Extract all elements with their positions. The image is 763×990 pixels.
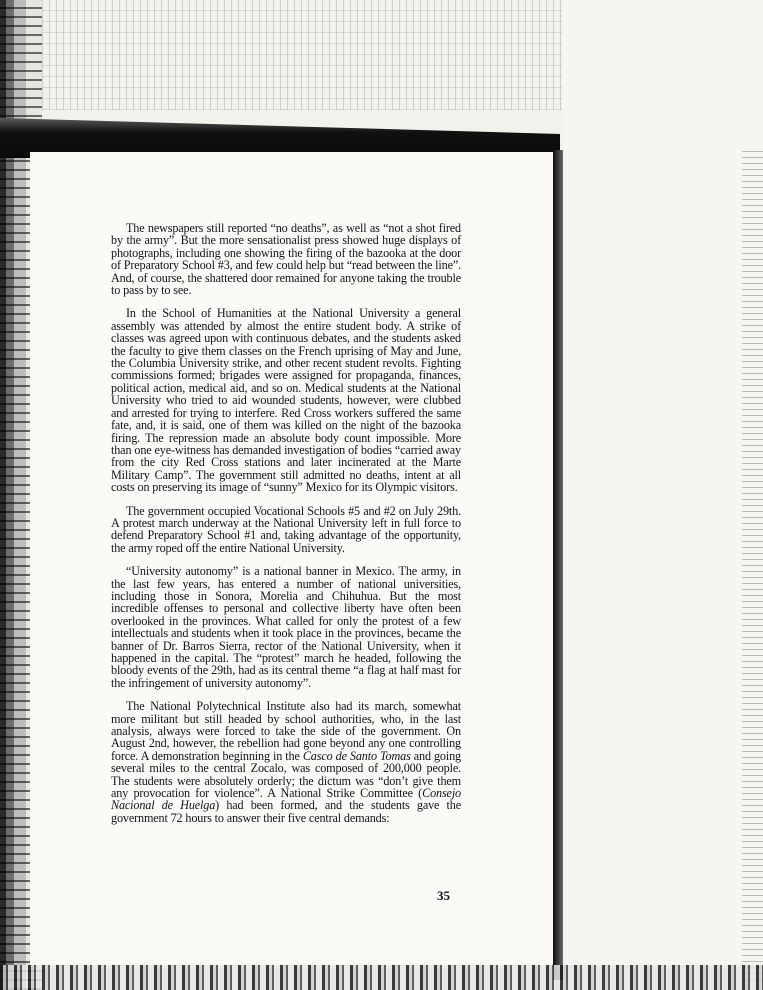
text-segment: ) had been formed, and the students gave the government 72 hours to answer their five central demands: <box>111 798 461 825</box>
paragraph-3 <box>111 505 461 555</box>
text-segment: The government occupied Vocational Schools #5 and #2 on July 29th. A protest march underway at the National University left in full force to defend Preparatory School #1 and, taking advantage of the opportunity, the army roped off the entire National University. <box>111 503 461 555</box>
paragraph-4 <box>111 565 461 689</box>
paragraph-2 <box>111 307 461 493</box>
scan-bottom-artifact <box>0 965 763 990</box>
scan-right-edge <box>742 150 763 980</box>
paragraph-5 <box>111 700 461 824</box>
paragraph-1 <box>111 222 461 296</box>
italic-phrase: Consejo Nacional de Huelga <box>111 786 461 813</box>
italic-phrase: Casco de Santo Tomas <box>302 748 411 763</box>
page-gutter-shadow <box>553 150 563 980</box>
text-segment: In the School of Humanities at the National University a general assembly was attended by almost the entire student body. A strike of classes was agreed upon with continuous debates, and the students asked the faculty to give them classes on the French uprising of May and June, the Columbia University strike, and other recent student revolts. Fighting commissions formed; brigades were assigned for propaganda, finances, political action, medical aid, and so on. Medical students at the National University who tried to aid wounded students, however, were clubbed and arrested for trying to interfere. Red Cross workers suffered the same fate, and, it is said, one of them was killed on the night of the bazooka firing. The repression made an absolute body count impossible. More than one eye-witness has demanded investigation of bodies “carried away from the city Red Cross stations and later incinerated at the Marte Military Camp”. The government still admitted no deaths, intent at all costs on preserving its image of “sunny” Mexico for its Olympic visitors. <box>111 306 461 495</box>
page-number: 35 <box>437 888 450 903</box>
scan-right-background <box>563 0 763 990</box>
text-segment: “University autonomy” is a national banner in Mexico. The army, in the last few years, has entered a number of national universities, including those in Sonora, Morelia and Chihuhua. But the most incredible offenses to personal and collective liberty have often been overlooked in the provinces. What called for only the protest of a few intellectuals and students when it took place in the provinces, became the banner of Dr. Barros Sierra, rector of the National University, when it happened in the capital. The “protest” march he headed, following the bloody events of the 29th, had as its central theme “a flag at half mast for the infringement of university autonomy”. <box>111 564 461 690</box>
scan-top-artifact <box>42 0 562 110</box>
text-segment: The National Polytechnical Institute also had its march, somewhat more militant but still headed by school authorities, who, in the last analysis, always were forced to take the side of the government. On August 2nd, however, the rebellion had gone beyond any one controlling force. A demonstration beginning in the <box>111 699 461 763</box>
body-text <box>111 222 461 835</box>
text-segment: and going several miles to the central Zocalo, was composed of 200,000 people. The students were absolutely orderly; the dictum was “don’t give them any provocation for violence”. A National Strike Committee ( <box>111 748 461 801</box>
text-segment: The newspapers still reported “no deaths”, as well as “not a shot fired by the army”. But the more sensationalist press showed huge displays of photographs, including one showing the firing of the bazooka at the door of Preparatory School #3, and few could help but “read between the line”. And, of course, the shattered door remained for anyone taking the trouble to pass by to see. <box>111 221 461 298</box>
